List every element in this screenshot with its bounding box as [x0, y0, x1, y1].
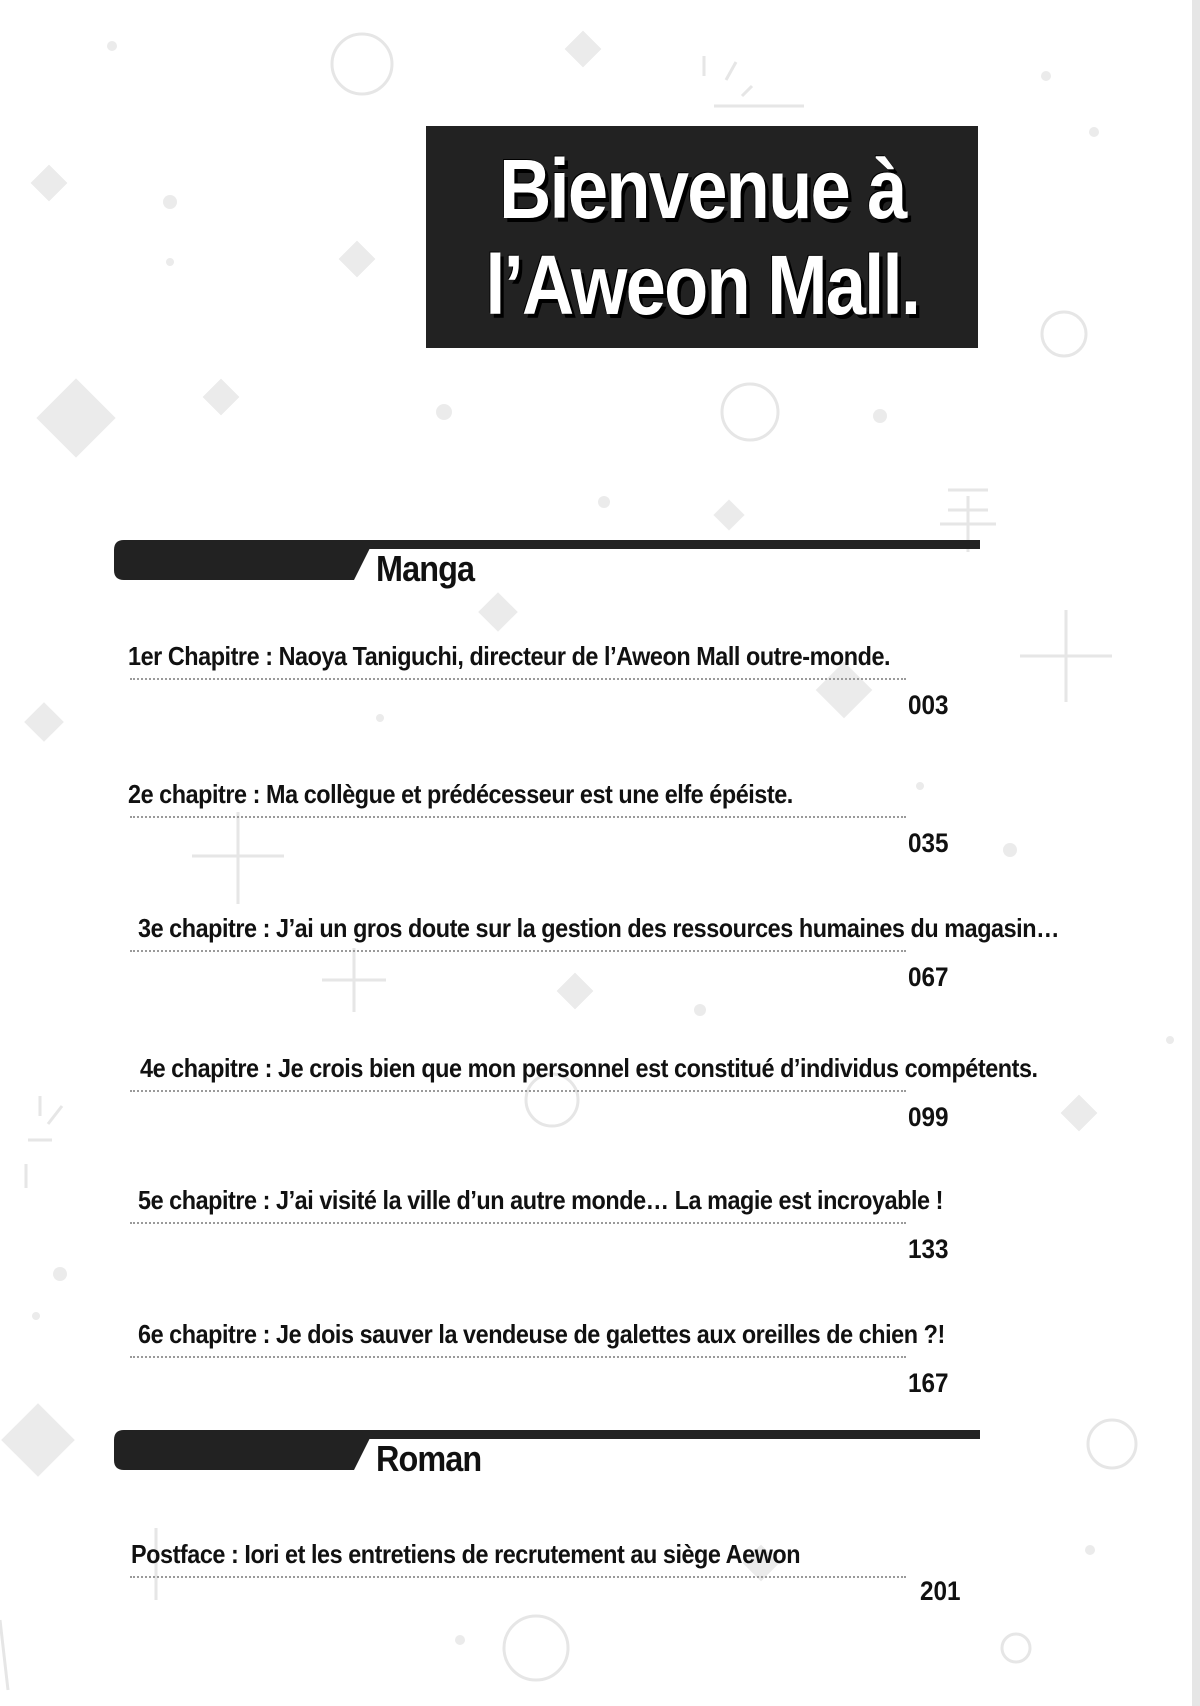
toc-entry-1[interactable] [128, 640, 1168, 740]
toc-page-number: 003 [908, 690, 949, 720]
toc-page-number: 201 [920, 1576, 961, 1606]
toc-dot-leader [130, 816, 906, 818]
toc-page-number: 067 [908, 962, 949, 992]
title-line-1: Bienvenue à [498, 142, 906, 236]
toc-dot-leader [130, 1356, 906, 1358]
toc-dot-leader [130, 950, 906, 952]
section-bar [114, 1430, 980, 1470]
section-bar [114, 540, 980, 580]
toc-entry-6[interactable] [128, 1318, 1168, 1418]
toc-entry-title: 6e chapitre : Je dois sauver la vendeuse de galettes aux oreilles de chien ?! [138, 1319, 945, 1349]
toc-page-number: 133 [908, 1234, 949, 1264]
toc-entry-5[interactable] [128, 1184, 1168, 1284]
toc-dot-leader [130, 1576, 906, 1578]
title-box [426, 126, 978, 348]
toc-entry-title: 2e chapitre : Ma collègue et prédécesseur est une elfe épéiste. [128, 779, 793, 809]
page-edge [1192, 0, 1200, 1706]
section-header-roman [114, 1430, 980, 1500]
title-line-2: l’Aweon Mall. [485, 238, 919, 332]
toc-dot-leader [130, 678, 906, 680]
toc-entry-postface[interactable] [128, 1538, 1168, 1638]
toc-page-number: 167 [908, 1368, 949, 1398]
toc-entry-3[interactable] [128, 912, 1168, 1012]
toc-page-number: 035 [908, 828, 949, 858]
section-label: Manga [376, 548, 475, 589]
toc-entry-title: Postface : Iori et les entretiens de recrutement au siège Aewon [131, 1539, 801, 1569]
section-label: Roman [376, 1438, 482, 1479]
toc-entry-2[interactable] [128, 778, 1168, 878]
toc-entry-title: 5e chapitre : J’ai visité la ville d’un autre monde… La magie est incroyable ! [138, 1185, 943, 1215]
toc-entry-4[interactable] [128, 1052, 1168, 1152]
toc-entry-title: 1er Chapitre : Naoya Taniguchi, directeur de l’Aweon Mall outre-monde. [128, 641, 891, 671]
section-header-manga [114, 540, 980, 610]
toc-entry-title: 4e chapitre : Je crois bien que mon personnel est constitué d’individus compétents. [140, 1053, 1038, 1083]
toc-entry-title: 3e chapitre : J’ai un gros doute sur la gestion des ressources humaines du magasin… [138, 913, 1060, 943]
toc-page-number: 099 [908, 1102, 949, 1132]
toc-dot-leader [130, 1090, 906, 1092]
toc-dot-leader [130, 1222, 906, 1224]
